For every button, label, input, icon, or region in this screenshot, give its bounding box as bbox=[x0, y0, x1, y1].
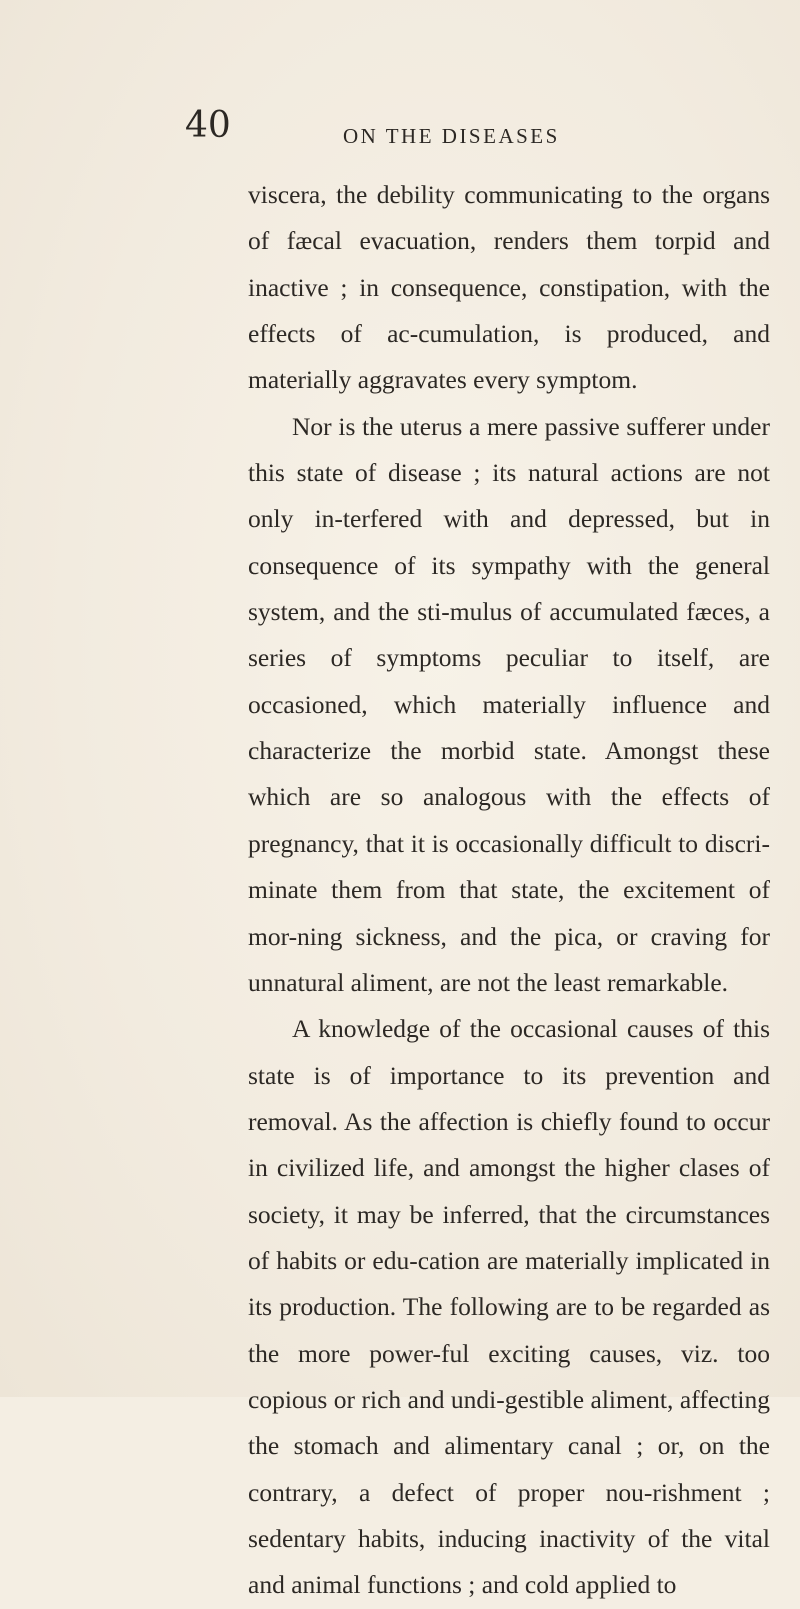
paragraph-1: viscera, the debility communicating to the organs of fæcal evacuation, renders them torpid and inactive ; in consequence, constipation, with the effects of ac-cumulation, is produced, and materially aggravates every symptom. bbox=[248, 180, 770, 395]
paragraph-3: A knowledge of the occasional causes of this state is of importance to its prevention and removal. As the affection is chiefly found to occur in civilized life, and amongst the higher clases of society, it may be inferred, that the circumstances of habits or edu-cation are materially implicated in its production. The following are to be regarded as the more power-ful exciting causes, viz. too copious or rich and undi-gestible aliment, affecting the stomach and alimentary canal ; or, on the contrary, a defect of proper nou-rishment ; sedentary habits, inducing inactivity of the vital and animal functions ; and cold applied to bbox=[248, 1014, 770, 1600]
page-header bbox=[185, 105, 745, 158]
running-head: ON THE DISEASES bbox=[343, 124, 560, 148]
page-number: 40 bbox=[185, 105, 231, 146]
paragraph-2: Nor is the uterus a mere passive sufferer under this state of disease ; its natural actions are not only in-terfered with and depressed, but in consequence of its sympathy with the general system, and the sti-mulus of accumulated fæces, a series of symptoms peculiar to itself, are occasioned, which materially influence and characterize the morbid state. Amongst these which are so analogous with the effects of pregnancy, that it is occasionally difficult to discri-minate them from that state, the excitement of mor-ning sickness, and the pica, or craving for unnatural aliment, are not the least remarkable. bbox=[248, 411, 770, 997]
body-text bbox=[248, 172, 770, 1609]
